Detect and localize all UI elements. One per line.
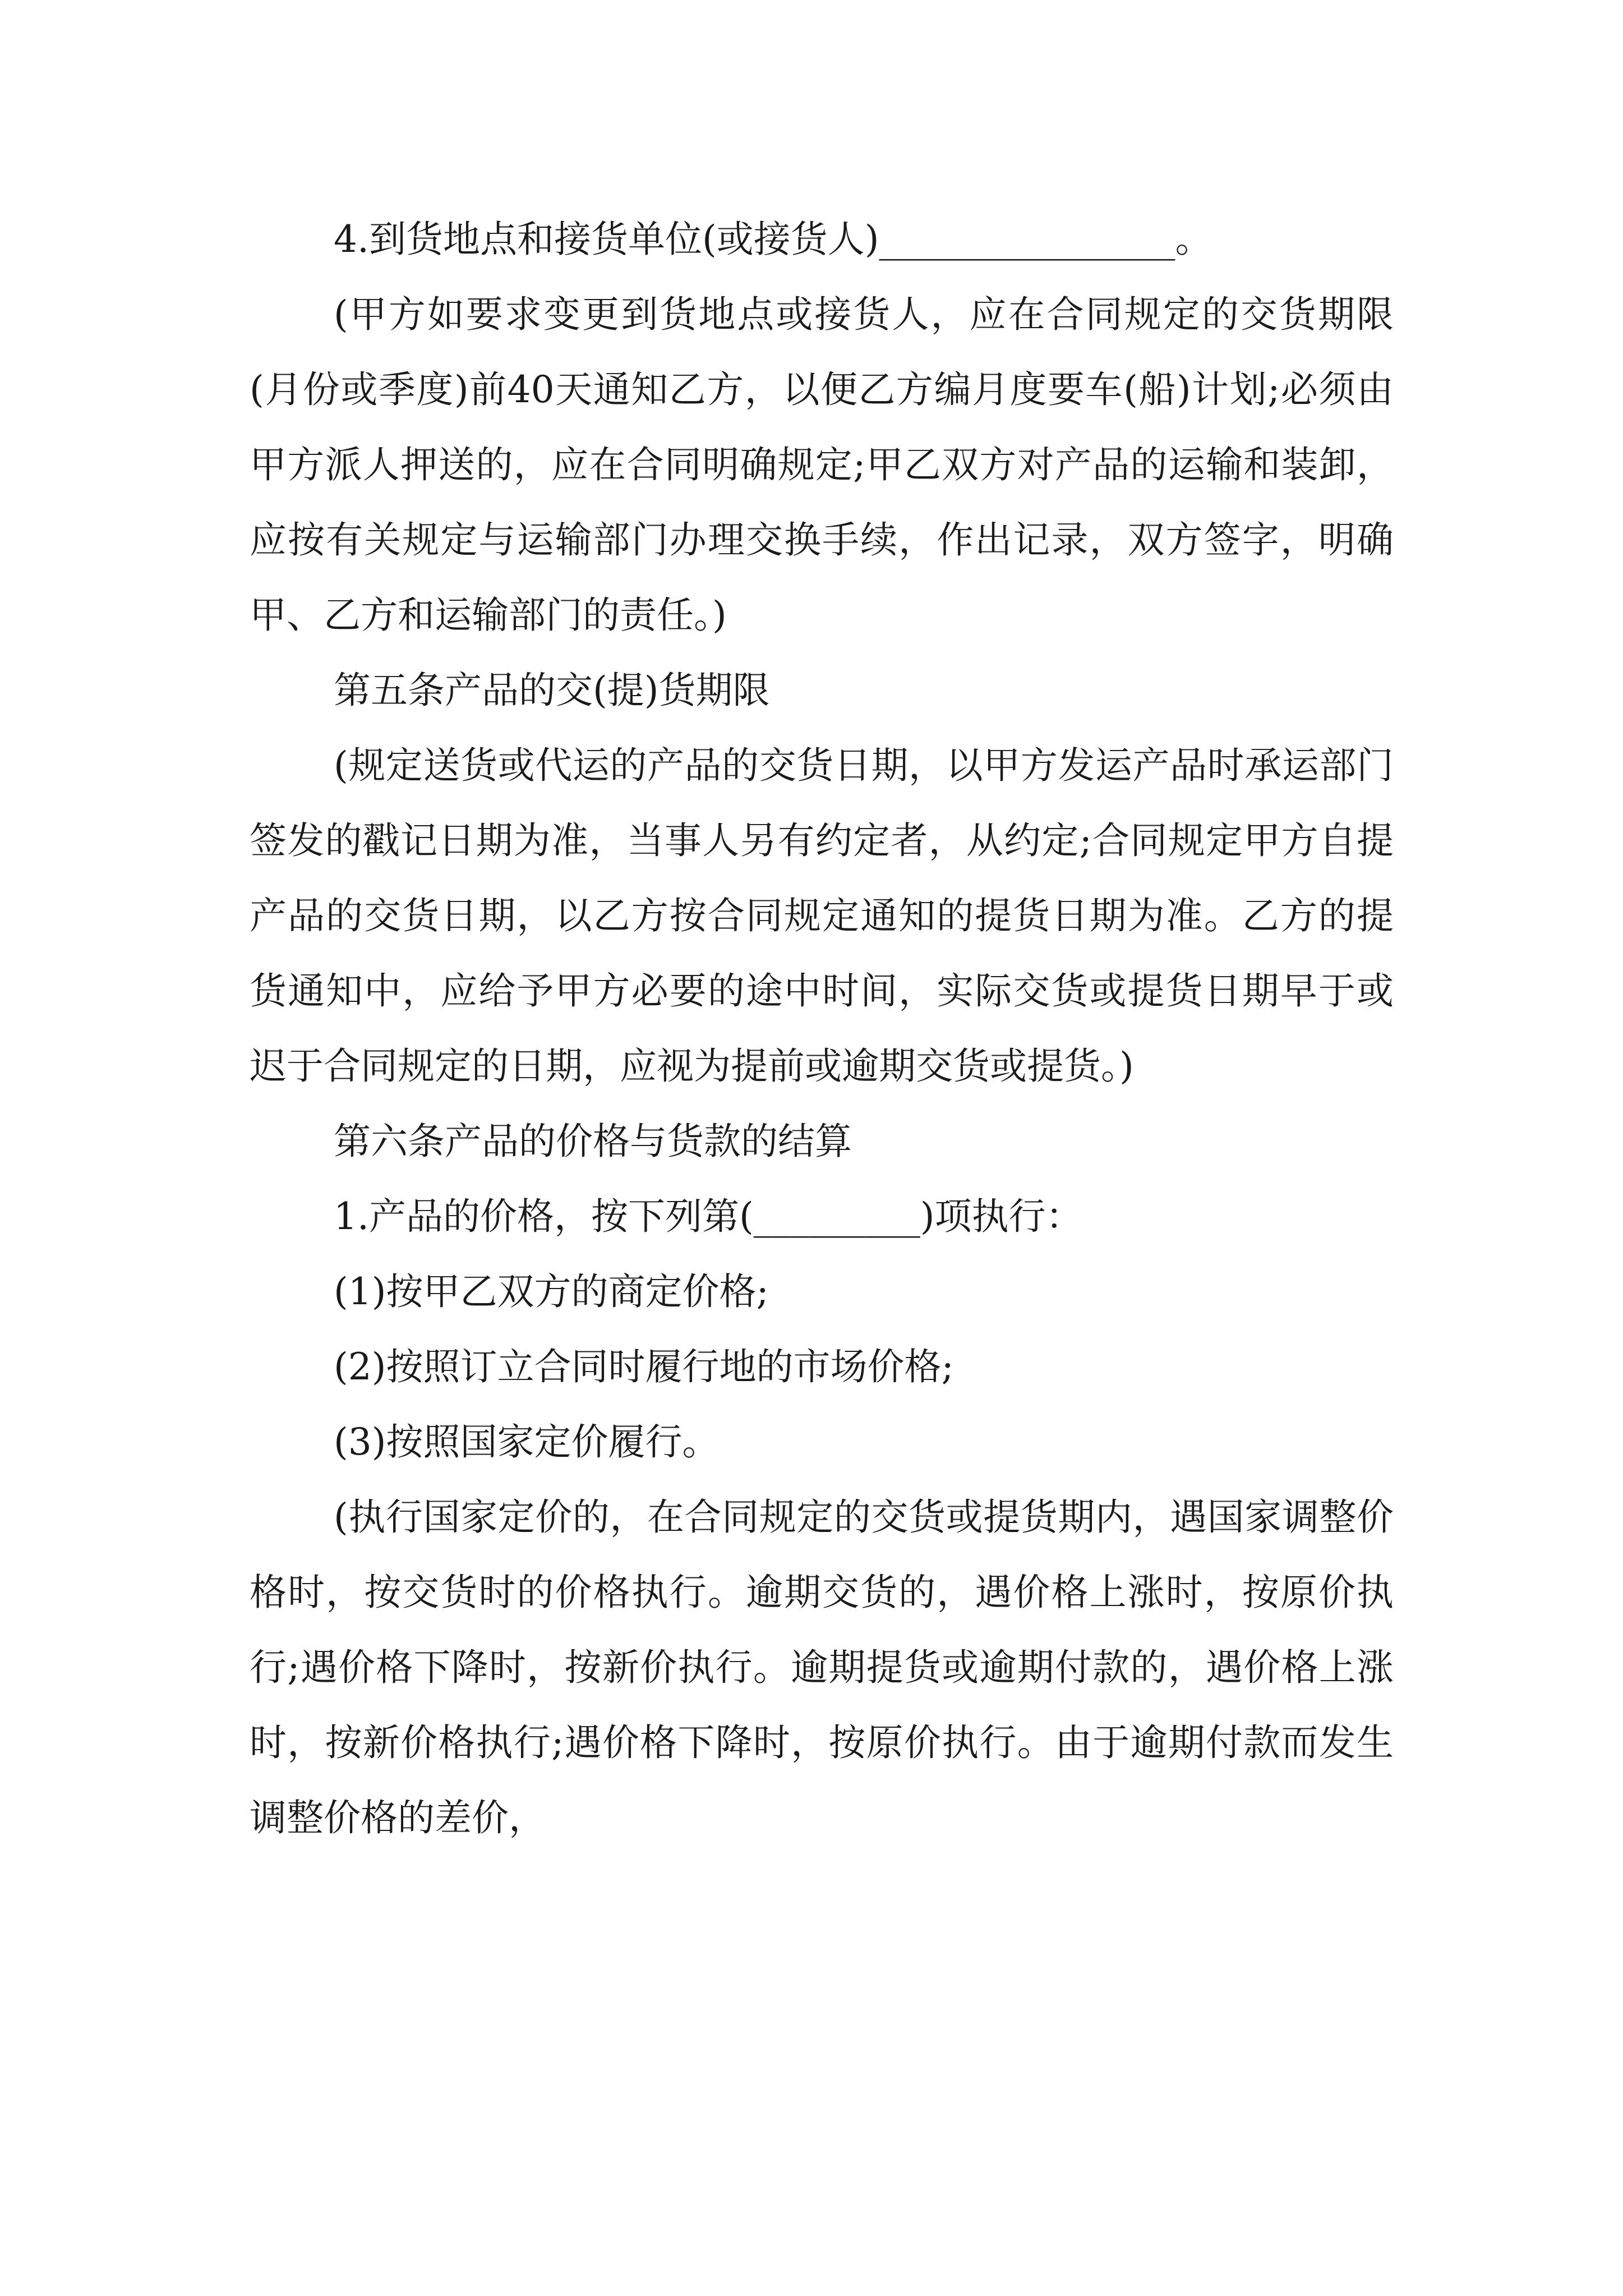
article-five-note: (规定送货或代运的产品的交货日期，以甲方发运产品时承运部门签发的戳记日期为准，当事人另有约定者，从约定;合同规定甲方自提产品的交货日期，以乙方按合同规定通知的提货日期为准。乙方的提货通知中，应给予甲方必要的途中时间，实际交货或提货日期早于或迟于合同规定的日期，应视为提前或逾期交货或提货。) [250, 744, 1394, 1088]
document-body [250, 202, 1394, 1856]
article-five-heading: 第五条产品的交(提)货期限 [334, 669, 770, 712]
article-six-heading: 第六条产品的价格与货款的结算 [334, 1120, 852, 1163]
price-option-1: (1)按甲乙双方的商定价格; [334, 1270, 769, 1313]
price-clause: 1.产品的价格，按下列第(_________)项执行： [334, 1195, 1083, 1238]
clause-delivery-location-note: (甲方如要求变更到货地点或接货人，应在合同规定的交货期限(月份或季度)前40天通知乙方，以便乙方编月度要车(船)计划;必须由甲方派人押送的，应在合同明确规定;甲乙双方对产品的运输和装卸，应按有关规定与运输部门办理交换手续，作出记录，双方签字，明确甲、乙方和运输部门的责任。) [250, 293, 1394, 637]
clause-delivery-location: 4.到货地点和接货单位(或接货人)________________。 [334, 218, 1212, 261]
price-note: (执行国家定价的，在合同规定的交货或提货期内，遇国家调整价格时，按交货时的价格执行。逾期交货的，遇价格上涨时，按原价执行;遇价格下降时，按新价执行。逾期提货或逾期付款的，遇价格上涨时，按新价格执行;遇价格下降时，按原价执行。由于逾期付款而发生调整价格的差价， [250, 1496, 1394, 1839]
price-option-3: (3)按照国家定价履行。 [334, 1420, 720, 1464]
price-option-2: (2)按照订立合同时履行地的市场价格; [334, 1345, 954, 1388]
